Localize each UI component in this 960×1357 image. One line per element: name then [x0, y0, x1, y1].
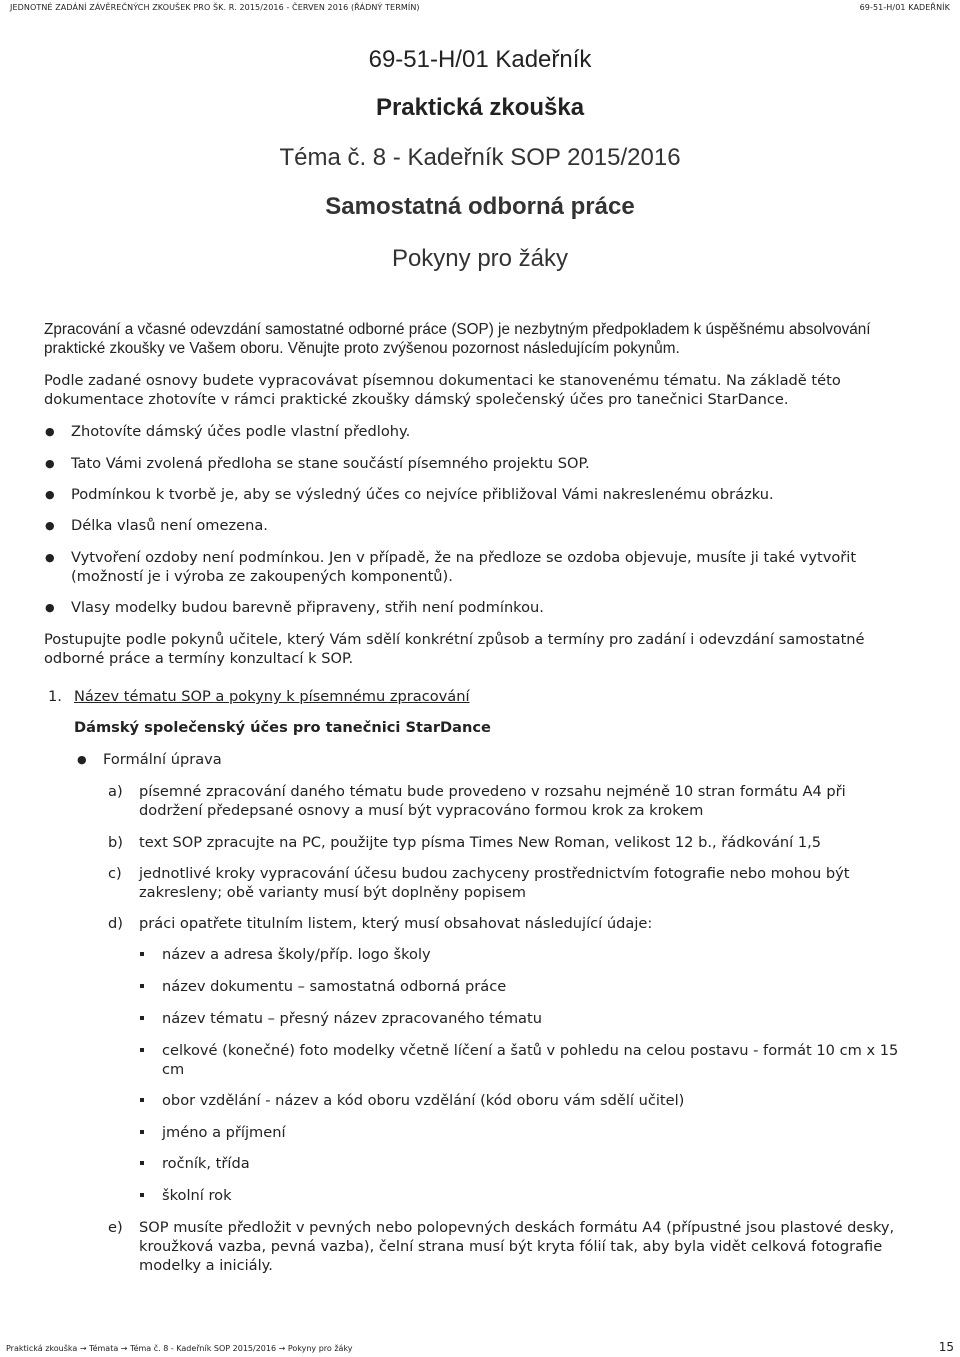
topic-title: Téma č. 8 - Kadeřník SOP 2015/2016	[279, 144, 681, 171]
square-bullet-icon	[140, 1048, 144, 1052]
list-item: obor vzdělání - název a kód oboru vzdělání (kód oboru vám sdělí učitel)	[140, 1091, 920, 1110]
square-bullet-icon	[140, 1016, 144, 1020]
document-code: 69-51-H/01 Kadeřník	[368, 46, 592, 73]
bullet-icon: ●	[45, 425, 55, 438]
audience-title: Pokyny pro žáky	[391, 245, 569, 272]
bullet-icon: ●	[77, 753, 87, 766]
list-item: název tématu – přesný název zpracovaného tématu	[140, 1009, 920, 1028]
bullet-icon: ●	[45, 488, 55, 501]
exam-title: Praktická zkouška	[375, 94, 585, 121]
list-item: e) SOP musíte předložit v pevných nebo polopevných deskách formátu A4 (přípustné jsou plastové desky, kroužková vazba, pevná vazba), čelní strana musí být kryta fólií tak, aby byla vidět celková fotografie modelky a iniciály.	[108, 1219, 895, 1274]
list-item: ročník, třída	[140, 1154, 920, 1173]
list-item: ● Zhotovíte dámský účes podle vlastní předlohy.	[45, 423, 411, 440]
list-item: ● Podmínkou k tvorbě je, aby se výsledný účes co nejvíce přibližoval Vámi nakreslenému obrázku.	[45, 486, 774, 503]
bullet-icon: ●	[45, 519, 55, 532]
page-number: 15	[938, 1340, 954, 1354]
section-number: 1.	[48, 688, 62, 705]
footer-breadcrumb: Praktická zkouška → Témata → Téma č. 8 - Kadeřník SOP 2015/2016 → Pokyny pro žáky	[6, 1344, 353, 1353]
list-item: a) písemné zpracování daného tématu bude provedeno v rozsahu nejméně 10 stran formátu A4 při dodržení předepsané osnovy a musí být vypracováno formou krok za krokem	[108, 783, 846, 819]
list-item: ● Délka vlasů není omezena.	[45, 517, 268, 534]
list-item: jméno a příjmení	[140, 1123, 920, 1142]
header-left: JEDNOTNÉ ZADÁNÍ ZÁVĚREČNÝCH ZKOUŠEK PRO ŠK. R. 2015/2016 - ČERVEN 2016 (ŘÁDNÝ TERMÍN)	[10, 3, 420, 12]
list-item: ● Formální úprava	[77, 751, 222, 768]
bullet-icon: ●	[45, 551, 55, 564]
square-bullet-icon	[140, 1130, 144, 1134]
list-item: ● Tato Vámi zvolená předloha se stane součástí písemného projektu SOP.	[45, 455, 590, 472]
list-item: celkové (konečné) foto modelky včetně líčení a šatů v pohledu na celou postavu - formát 10 cm x 15 cm	[140, 1041, 920, 1079]
page-header	[10, 3, 950, 17]
list-item: ● Vytvoření ozdoby není podmínkou. Jen v případě, že na předloze se ozdoba objevuje, musíte ji také vytvořit (možností je i výroba ze zakoupených komponentů).	[45, 549, 857, 585]
bullet-icon: ●	[45, 601, 55, 614]
work-title: Samostatná odborná práce	[325, 193, 635, 220]
list-item: ● Vlasy modelky budou barevně připraveny, střih není podmínkou.	[45, 599, 544, 616]
header-right: 69-51-H/01 KADEŘNÍK	[859, 3, 950, 12]
paragraph-instructions: Postupujte podle pokynů učitele, který Vám sdělí konkrétní způsob a termíny pro zadání i odevzdání samostatné odborné práce a termíny konzultací k SOP.	[44, 631, 865, 667]
list-item: název a adresa školy/příp. logo školy	[140, 945, 920, 964]
list-item: školní rok	[140, 1186, 920, 1205]
section-title: Název tématu SOP a pokyny k písemnému zpracování	[74, 688, 470, 705]
square-bullet-icon	[140, 984, 144, 988]
list-item: d) práci opatřete titulním listem, který musí obsahovat následující údaje:	[108, 915, 653, 932]
paragraph-outline: Podle zadané osnovy budete vypracovávat písemnou dokumentaci ke stanovenému tématu. Na základě této dokumentace zhotovíte v rámci praktické zkoušky dámský společenský účes pro tanečnici StarDance.	[44, 372, 841, 408]
intro-paragraph: Zpracování a včasné odevzdání samostatné odborné práce (SOP) je nezbytným předpokladem k úspěšnému absolvování praktické zkoušky ve Vašem oboru. Věnujte proto zvýšenou pozornost následujícím pokynům.	[44, 321, 871, 357]
square-bullet-icon	[140, 952, 144, 956]
list-item: b) text SOP zpracujte na PC, použijte typ písma Times New Roman, velikost 12 b., řádkování 1,5	[108, 834, 822, 851]
list-item: c) jednotlivé kroky vypracování účesu budou zachyceny prostřednictvím fotografie nebo mohou být zakresleny; obě varianty musí být doplněny popisem	[108, 865, 850, 901]
list-item: název dokumentu – samostatná odborná práce	[140, 977, 920, 996]
square-bullet-icon	[140, 1098, 144, 1102]
bullet-icon: ●	[45, 457, 55, 470]
section-subtitle: Dámský společenský účes pro tanečnici StarDance	[74, 719, 491, 736]
square-bullet-icon	[140, 1161, 144, 1165]
square-bullet-icon	[140, 1193, 144, 1197]
